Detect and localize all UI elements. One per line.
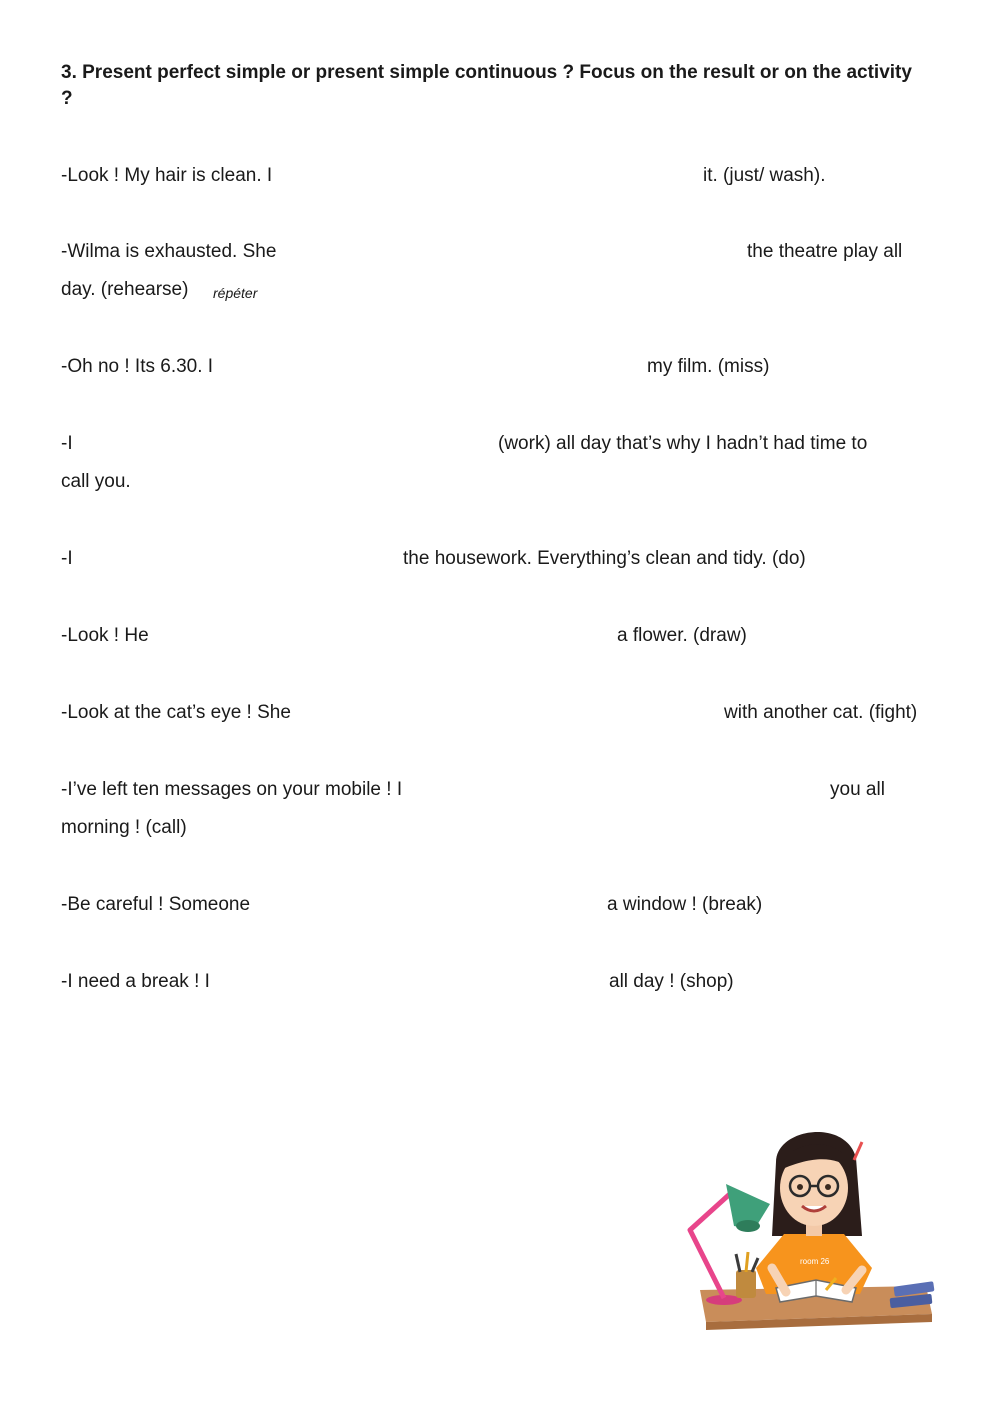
sentence-end: the housework. Everything’s clean and tidy. (do): [403, 548, 806, 569]
shirt-logo-text: room 26: [800, 1257, 830, 1266]
sentence-end: it. (just/ wash).: [703, 165, 826, 186]
pencil-cup: [736, 1270, 756, 1298]
translation-gloss: répéter: [213, 285, 258, 301]
sentence-start: -Be careful ! Someone: [61, 894, 251, 915]
sentence-start: -Look ! He: [61, 625, 149, 646]
sentence-start: -Wilma is exhausted. She: [61, 241, 277, 262]
sentence-start: -I: [61, 433, 73, 454]
sentence-start: -Look at the cat’s eye ! She: [61, 702, 291, 723]
sentence-end: with another cat. (fight): [724, 702, 918, 723]
sentence-end: all day ! (shop): [609, 971, 734, 992]
exercise-title: 3. Present perfect simple or present simple continuous ? Focus on the result or on the activity ?: [61, 62, 912, 109]
sentence-continuation: morning ! (call): [61, 817, 187, 838]
sentence-end: (work) all day that’s why I hadn’t had time to: [498, 433, 868, 454]
sentence-end: a flower. (draw): [617, 625, 747, 646]
sentence-continuation: day. (rehearse): [61, 279, 189, 300]
sentence-start: -I’ve left ten messages on your mobile ! I: [61, 779, 403, 800]
sentence-end: you all: [830, 779, 885, 800]
sentence-start: -Oh no ! Its 6.30. I: [61, 356, 214, 377]
sentence-start: -I need a break ! I: [61, 971, 210, 992]
sentence-end: a window ! (break): [607, 894, 763, 915]
sentence-continuation: call you.: [61, 471, 131, 492]
sentence-start: -Look ! My hair is clean. I: [61, 165, 273, 186]
sentence-end: the theatre play all: [747, 241, 903, 262]
girl-studying-illustration: [676, 1118, 940, 1340]
sentence-end: my film. (miss): [647, 356, 770, 377]
sentence-start: -I: [61, 548, 73, 569]
